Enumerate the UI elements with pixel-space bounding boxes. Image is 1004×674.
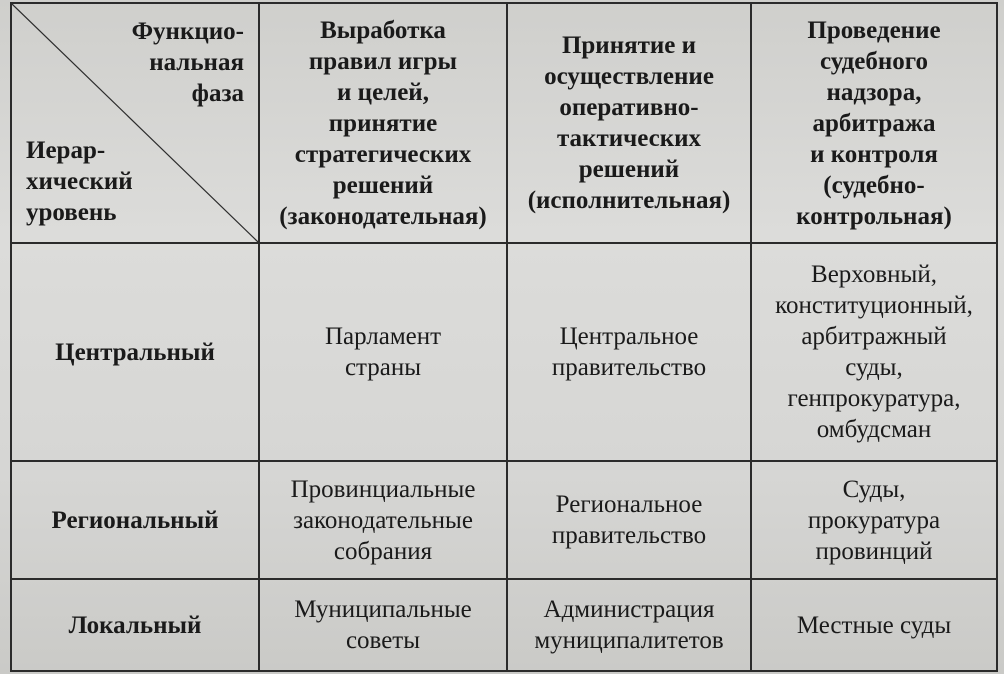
table-cell: Верховный, конституционный, арбитражный суды, генпрокуратура, омбудсман — [751, 243, 997, 461]
table-cell: Центральное правительство — [507, 243, 751, 461]
column-header-executive: Принятие и осуществление оперативно- тактических решений (исполнительная) — [507, 3, 751, 243]
table-cell: Муниципальные советы — [259, 579, 507, 671]
table-row-local — [11, 579, 997, 671]
table-cell: Провинциальные законодательные собрания — [259, 461, 507, 579]
government-levels-table — [10, 2, 998, 672]
column-header-legislative: Выработка правил игры и целей, принятие стратегических решений (законодательная) — [259, 3, 507, 243]
corner-cell — [11, 3, 259, 243]
table-row-regional — [11, 461, 997, 579]
header-row — [11, 3, 997, 243]
row-header-local: Локальный — [11, 579, 259, 671]
table-cell: Администрация муниципалитетов — [507, 579, 751, 671]
hierarchical-level-label: Иерар- хический уровень — [26, 137, 133, 226]
column-header-judicial: Проведение судебного надзора, арбитража и контроля (судебно- контрольная) — [751, 3, 997, 243]
table-cell: Суды, прокуратура провинций — [751, 461, 997, 579]
table-cell: Местные суды — [751, 579, 997, 671]
row-header-central: Центральный — [11, 243, 259, 461]
table-cell: Региональное правительство — [507, 461, 751, 579]
functional-phase-label: Функцио- нальная фаза — [131, 18, 244, 107]
row-header-regional: Региональный — [11, 461, 259, 579]
table-cell: Парламент страны — [259, 243, 507, 461]
table-row-central — [11, 243, 997, 461]
